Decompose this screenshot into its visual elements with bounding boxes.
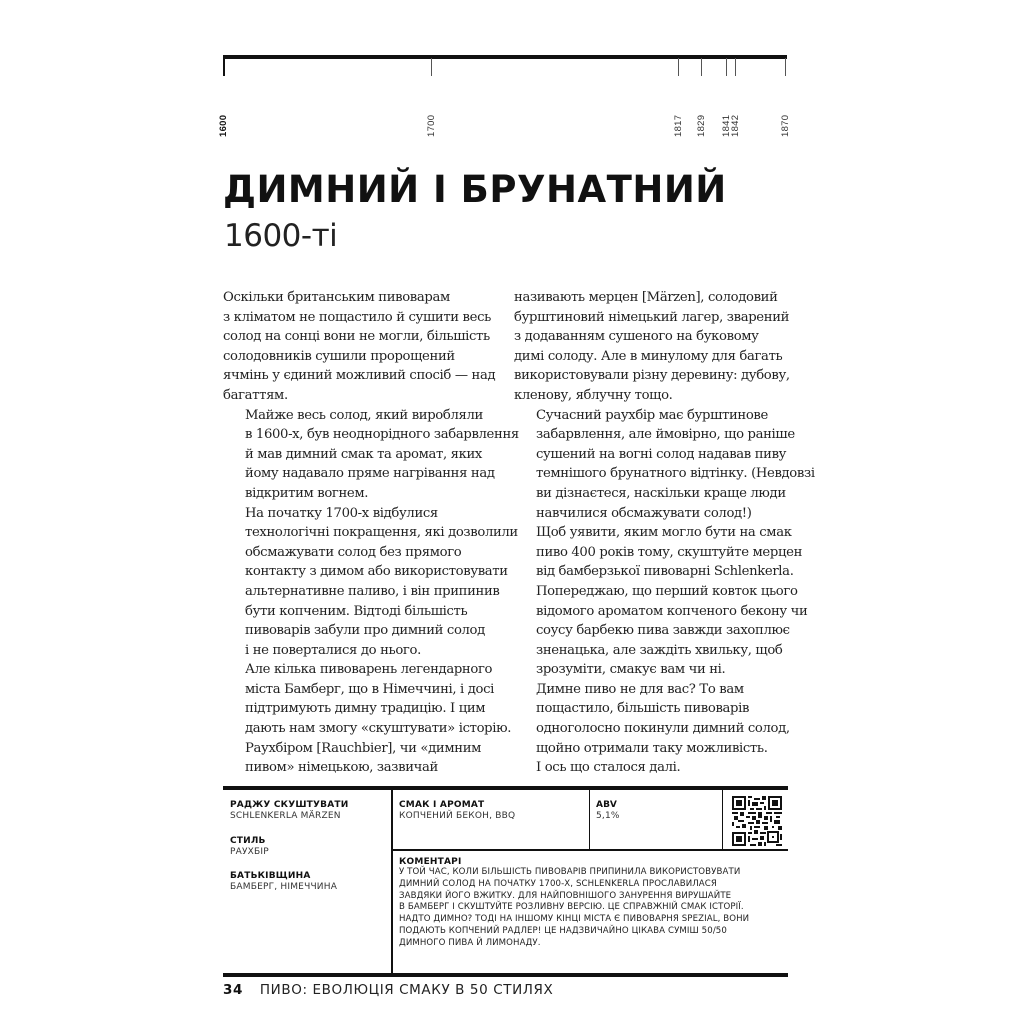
paragraph: [223, 660, 512, 738]
origin-label: БАТЬКІВЩИНА: [230, 871, 311, 881]
flavor-cell: [393, 790, 590, 851]
timeline-year-label: 1842: [730, 114, 741, 137]
text-line: пощастило, більшість пивоварів: [536, 701, 750, 717]
timeline-tick: [223, 58, 225, 76]
comment-line: НАДТО ДИМНО? ТОДІ НА ІНШОМУ КІНЦІ МІСТА Є ПИВОВАРНЯ SPEZIAL, ВОНИ: [399, 914, 750, 925]
paragraph: [223, 288, 508, 406]
text-line: зрозуміти, смакує вам чи ні.: [536, 662, 726, 678]
paragraph: [514, 680, 799, 778]
timeline-year-label: 1600: [218, 114, 229, 137]
text-line: Але кілька пивоварень легендарного: [245, 662, 493, 678]
timeline-year-label: 1829: [696, 114, 707, 137]
text-line: від бамберзької пивоварні Schlenkerla.: [536, 564, 794, 580]
text-line: дають нам змогу «скуштувати» історію.: [245, 721, 512, 737]
abv-value: 5,1%: [596, 811, 620, 821]
comment-line: ДИМНИЙ СОЛОД НА ПОЧАТКУ 1700-Х, SCHLENKERLA ПРОСЛАВИЛАСЯ: [399, 878, 717, 889]
text-line: бути копченим. Відтоді більшість: [245, 603, 468, 619]
comment-line: ПОДАЮТЬ КОПЧЕНИЙ РАДЛЕР! ЦЕ НАДЗВИЧАЙНО ЦІКАВА СУМІШ 50/50: [399, 925, 727, 936]
text-line: технологічні покращення, які дозволили: [245, 525, 518, 541]
text-line: багаттям.: [223, 387, 288, 403]
paragraph: [514, 406, 815, 524]
timeline-year-label: 1817: [673, 114, 684, 137]
text-line: в 1600-х, був неоднорідного забарвлення: [245, 427, 519, 443]
try-value: SCHLENKERLA MÄRZEN: [230, 811, 341, 821]
text-line: альтернативне паливо, і він припинив: [245, 583, 500, 599]
text-line: одноголосно покинули димний солод,: [536, 721, 790, 737]
origin-value: БАМБЕРГ, НІМЕЧЧИНА: [230, 882, 338, 892]
timeline-year-label: 1700: [426, 114, 437, 137]
abv-cell: [590, 790, 723, 851]
text-line: називають мерцен [Märzen], солодовий: [514, 290, 778, 305]
timeline-tick: [431, 58, 432, 76]
text-line: димі солоду. Але в минулому для багать: [514, 348, 783, 364]
text-line: навчилися обсмажувати солод!): [536, 505, 752, 521]
comments-label: КОМЕНТАРІ: [399, 857, 462, 867]
text-line: соусу барбекю пива завжди захоплює: [536, 623, 790, 639]
qr-code-icon[interactable]: [732, 796, 782, 846]
text-line: ячмінь у єдиний можливий спосіб — над: [223, 368, 496, 384]
text-line: Димне пиво не для вас? То вам: [536, 681, 744, 697]
flavor-value: КОПЧЕНИЙ БЕКОН, BBQ: [399, 811, 516, 821]
text-line: Раухбіром [Rauchbier], чи «димним: [245, 740, 482, 756]
try-label: РАДЖУ СКУШТУВАТИ: [230, 800, 349, 810]
text-line: відомого ароматом копченого бекону чи: [536, 603, 808, 619]
text-line: солодовників сушили пророщений: [223, 348, 455, 364]
text-line: бурштиновий німецький лагер, зварений: [514, 309, 790, 325]
text-line: Попереджаю, що перший ковток цього: [536, 583, 798, 599]
style-label: СТИЛЬ: [230, 836, 266, 846]
style-value: РАУХБІР: [230, 847, 269, 857]
text-line: І ось що сталося далі.: [536, 760, 681, 776]
text-line: Майже весь солод, який виробляли: [245, 407, 483, 423]
page-footer: [223, 982, 553, 998]
text-line: На початку 1700-х відбулися: [245, 505, 438, 521]
chapter-period: 1600-ті: [224, 218, 338, 254]
flavor-label: СМАК І АРОМАТ: [399, 800, 485, 810]
text-line: відкритим вогнем.: [245, 485, 369, 501]
timeline-year-label: 1870: [780, 114, 791, 137]
body-column-left: [223, 288, 519, 778]
text-line: підтримують димну традицію. І цим: [245, 701, 486, 717]
body-column-right: [514, 288, 815, 778]
timeline-tick: [785, 58, 786, 76]
text-line: Сучасний раухбір має бурштинове: [536, 407, 768, 423]
comment-line: В БАМБЕРГ І СКУШТУЙТЕ РОЗЛИВНУ ВЕРСІЮ. ЦЕ СПРАВЖНІЙ СМАК ІСТОРІЇ.: [399, 902, 744, 913]
text-line: солод на сонці вони не могли, більшість: [223, 329, 490, 345]
comment-line: ДИМНОГО ПИВА Й ЛИМОНАДУ.: [399, 937, 541, 948]
text-line: Оскільки британським пивоварам: [223, 290, 450, 305]
paragraph: [514, 523, 808, 680]
comment-line: У ТОЙ ЧАС, КОЛИ БІЛЬШІСТЬ ПИВОВАРІВ ПРИПИНИЛА ВИКОРИСТОВУВАТИ: [399, 867, 741, 877]
beer-info-box: [223, 786, 788, 977]
chapter-title: ДИМНИЙ І БРУНАТНИЙ: [223, 168, 727, 211]
timeline: [218, 55, 791, 137]
text-line: й мав димний смак та аромат, яких: [245, 446, 483, 462]
timeline-bar: [223, 55, 787, 59]
timeline-tick: [735, 58, 736, 76]
text-line: Щоб уявити, яким могло бути на смак: [536, 525, 792, 541]
timeline-tick: [701, 58, 702, 76]
text-line: з кліматом не пощастило й сушити весь: [223, 309, 491, 325]
info-left-panel: [223, 790, 393, 973]
try-block: [230, 800, 348, 821]
text-line: міста Бамберг, що в Німеччині, і досі: [245, 681, 495, 697]
text-line: контакту з димом або використовувати: [245, 564, 508, 580]
text-line: кленову, яблучну тощо.: [514, 387, 673, 403]
timeline-tick: [678, 58, 679, 76]
page-number: 34: [223, 982, 243, 998]
book-title: ПИВО: ЕВОЛЮЦІЯ СМАКУ В 50 СТИЛЯХ: [259, 982, 554, 998]
text-line: пивоварів забули про димний солод: [245, 623, 485, 639]
text-line: забарвлення, але ймовірно, що раніше: [536, 427, 795, 443]
text-line: з додаванням сушеного на буковому: [514, 329, 759, 345]
text-line: щойно отримали таку можливість.: [536, 740, 768, 756]
timeline-tick: [726, 58, 727, 76]
style-block: [230, 836, 269, 857]
comment-line: ЗАВДЯКИ ЙОГО ВЖИТКУ. ДЛЯ НАЙПОВНІШОГО ЗАНУРЕННЯ ВИРУШАЙТЕ: [399, 890, 732, 901]
paragraph: [223, 504, 518, 661]
paragraph: [223, 739, 508, 778]
text-line: сушений на вогні солод надавав пиву: [536, 446, 787, 462]
text-line: зненацька, але заждіть хвильку, щоб: [536, 642, 783, 658]
text-line: використовували різну деревину: дубову,: [514, 368, 790, 384]
abv-label: ABV: [596, 800, 618, 810]
text-line: йому надавало пряме нагрівання над: [245, 466, 495, 482]
text-line: темнішого брунатного відтінку. (Невдовзі: [536, 466, 815, 482]
text-line: обсмажувати солод без прямого: [245, 544, 462, 560]
text-line: пиво 400 років тому, скуштуйте мерцен: [536, 544, 803, 560]
timeline-year-label: 1841: [721, 114, 732, 137]
text-line: ви дізнаєтеся, наскільки краще люди: [536, 485, 786, 501]
qr-cell: [723, 790, 788, 851]
comments-cell: [393, 851, 788, 971]
text-line: і не поверталися до нього.: [245, 642, 421, 658]
text-line: пивом» німецькою, зазвичай: [245, 760, 438, 776]
paragraph: [223, 406, 519, 504]
comments-text: [399, 867, 749, 950]
origin-block: [230, 871, 337, 892]
paragraph: [514, 288, 799, 406]
